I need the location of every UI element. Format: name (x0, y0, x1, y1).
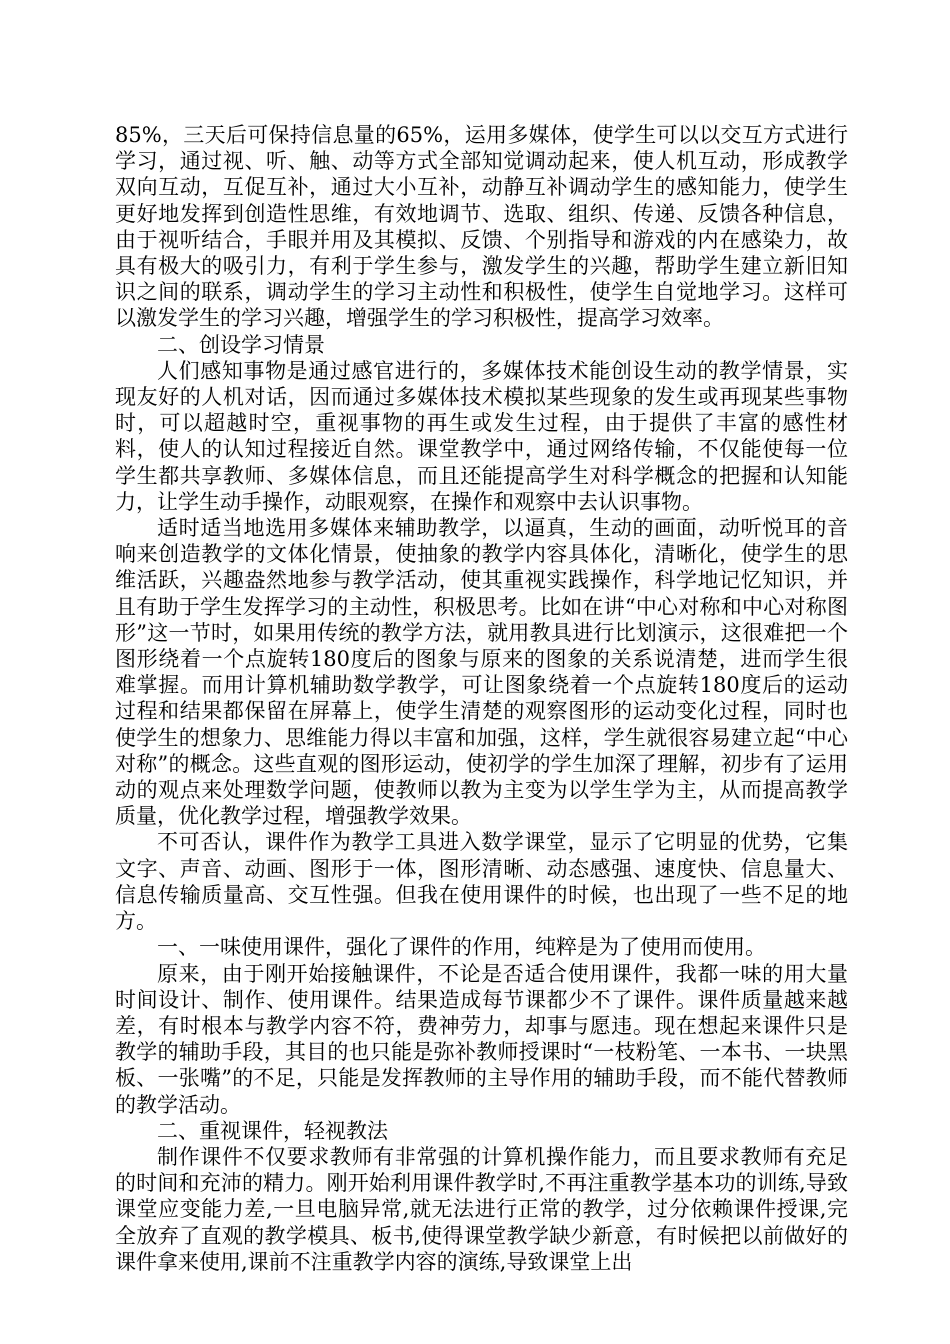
section-heading-courseware-vs-method: 二、重视课件，轻视教法 (157, 1118, 388, 1143)
paragraph: 适时适当地选用多媒体来辅助教学，以逼真，生动的画面，动听悦耳的音响来创造教学的文体化情景，使抽象的教学内容具体化，清晰化，使学生的思维活跃，兴趣盎然地参与教学活动，使其重视实践操作，科学地记忆知识，并且有助于学生发挥学习的主动性，积极思考。比如在讲“中心对称和中心对称图形”这一节时，如果用传统的教学方法，就用教具进行比划演示，这很难把一个图形绕着一个点旋转180度后的图象与原来的图象的关系说清楚，进而学生很难掌握。而用计算机辅助数学教学，可让图象绕着一个点旋转180度后的运动过程和结果都保留在屏幕上，使学生清楚的观察图形的运动变化过程，同时也使学生的想象力、思维能力得以丰富和加强，这样，学生就很容易建立起“中心对称”的概念。这些直观的图形运动，使初学的学生加深了理解，初步有了运用动的观点来处理数学问题，使教师以教为主变为以学生学为主，从而提高教学质量，优化教学过程，增强教学效果。 (115, 516, 848, 829)
document-page (115, 122, 848, 1275)
paragraph: 原来，由于刚开始接触课件，不论是否适合使用课件，我都一味的用大量时间设计、制作、使用课件。结果造成每节课都少不了课件。课件质量越来越差，有时根本与教学内容不符，费神劳力，却事与愿违。现在想起来课件只是教学的辅助手段，其目的也只能是弥补教师授课时“一枝粉笔、一本书、一块黑板、一张嘴”的不足，只能是发挥教师的主导作用的辅助手段，而不能代替教师的教学活动。 (115, 961, 848, 1117)
paragraph: 人们感知事物是通过感官进行的，多媒体技术能创设生动的教学情景，实现友好的人机对话，因而通过多媒体技术模拟某些现象的发生或再现某些事物时，可以超越时空，重视事物的再生或发生过程，由于提供了丰富的感性材料，使人的认知过程接近自然。课堂教学中，通过网络传输，不仅能使每一位学生都共享教师、多媒体信息，而且还能提高学生对科学概念的把握和认知能力，让学生动手操作，动眼观察，在操作和观察中去认识事物。 (115, 358, 848, 514)
paragraph-continued: 85%，三天后可保持信息量的65%，运用多媒体，使学生可以以交互方式进行学习，通过视、听、触、动等方式全部知觉调动起来，使人机互动，形成教学双向互动，互促互补，通过大小互补，动静互补调动学生的感知能力，使学生更好地发挥到创造性思维，有效地调节、选取、组织、传递、反馈各种信息，由于视听结合，手眼并用及其模拟、反馈、个别指导和游戏的内在感染力，故具有极大的吸引力，有利于学生参与，激发学生的兴趣，帮助学生建立新旧知识之间的联系，调动学生的学习主动性和积极性，使学生自觉地学习。这样可以激发学生的学习兴趣，增强学生的学习积极性，提高学习效率。 (115, 123, 848, 331)
section-heading-overuse: 一、一味使用课件，强化了课件的作用，纯粹是为了使用而使用。 (157, 935, 766, 960)
paragraph: 制作课件不仅要求教师有非常强的计算机操作能力，而且要求教师有充足的时间和充沛的精力。刚开始利用课件教学时,不再注重教学基本功的训练,导致课堂应变能力差,一旦电脑异常,就无法进行正常的教学，过分依赖课件授课,完全放弃了直观的教学模具、板书,使得课堂教学缺少新意，有时候把以前做好的课件拿来使用,课前不注重教学内容的演练,导致课堂上出 (115, 1144, 848, 1274)
paragraph: 不可否认，课件作为教学工具进入数学课堂，显示了它明显的优势，它集文字、声音、动画、图形于一体，图形清晰、动态感强、速度快、信息量大、信息传输质量高、交互性强。但我在使用课件的时候，也出现了一些不足的地方。 (115, 830, 848, 934)
section-heading-create-scenario: 二、创设学习情景 (157, 332, 325, 357)
